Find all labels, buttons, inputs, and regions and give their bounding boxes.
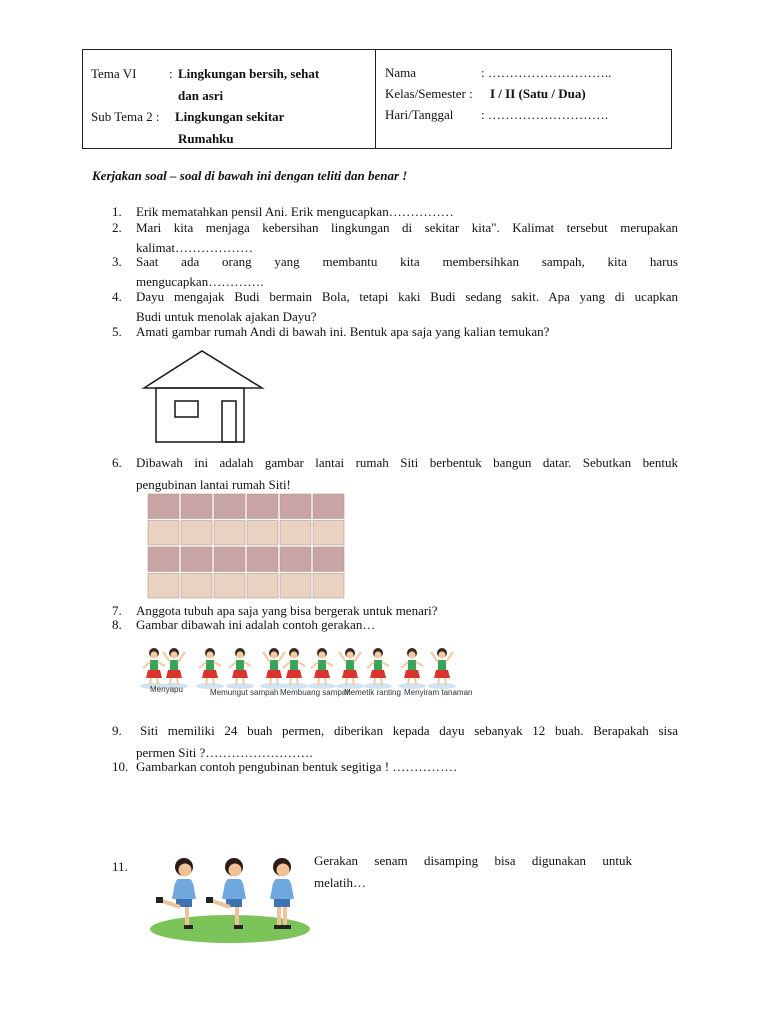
question-4 [112,287,678,327]
question-number: 6. [112,455,122,470]
question-text: Anggota tubuh apa saja yang bisa bergerak untuk menari? [136,603,438,618]
question-10 [112,757,678,777]
question-number: 7. [112,603,122,618]
floor-tile [181,521,212,546]
dancer-figure [160,648,188,689]
subtema-label: Sub Tema 2 : [91,109,160,124]
floor-tile [148,521,179,546]
dancer-figure [364,648,392,689]
dancer-figure [428,648,456,689]
floor-tile [313,574,344,599]
floor-tile [214,494,245,519]
floor-tiles [147,493,346,599]
question-number: 9. [112,723,122,738]
question-text-line-1: Gerakan senam disamping bisa digunakan untuk [314,853,632,868]
question-number: 10. [112,759,129,774]
label-memungut-sampah: Memungut sampah [210,688,279,697]
label-menyiram-tanaman: Menyiram tanaman [404,688,473,697]
question-11 [314,850,632,892]
floor-tile [181,547,212,572]
floor-tile [313,547,344,572]
question-5 [112,322,678,342]
floor-tile [214,521,245,546]
header-divider [375,50,376,148]
question-number: 1. [112,204,122,219]
floor-tile [280,574,311,599]
floor-tile [280,494,311,519]
question-text-line-1: Dibawah ini adalah gambar lantai rumah Siti berbentuk bangun datar. Sebutkan bentuk [136,455,678,470]
house-door [222,401,236,442]
gymnastics-illustration [146,855,312,945]
floor-tile [247,494,278,519]
gymnast-figure [156,858,194,929]
question-text: Amati gambar rumah Andi di bawah ini. Bentuk apa saja yang kalian temukan? [136,324,550,339]
kelas-label: Kelas/Semester : [385,86,473,101]
dancer-figure [398,648,426,689]
label-menyapu: Menyapu [150,685,183,694]
floor-tile [181,494,212,519]
tema-label: Tema VI [91,66,137,81]
dancer-figures [140,648,456,689]
question-text: Erik mematahkan pensil Ani. Erik mengucapkan…………… [136,204,454,219]
floor-tile [247,521,278,546]
nama-label: Nama [385,65,417,80]
question-9 [112,720,678,762]
label-memetik-ranting: Memetik ranting [344,688,401,697]
question-text-line-2: permen Siti ?……………………. [136,745,313,760]
floor-tile [280,521,311,546]
hari-label: Hari/Tanggal [385,107,454,122]
question-6 [112,452,678,494]
question-text-line-2: Budi untuk menolak ajakan Dayu? [136,309,317,324]
floor-tile [148,494,179,519]
dancer-figure [226,648,254,689]
floor-tile [148,547,179,572]
question-number: 4. [112,289,122,304]
question-text-line-2: mengucapkan…………. [136,274,264,289]
question-text-line-1: Mari kita menjaga kebersihan lingkungan di sekitar kita". Kalimat tersebut merupakan [136,220,678,235]
question-number: 3. [112,254,122,269]
subtema-value-2: Rumahku [178,131,234,146]
question-number: 2. [112,220,122,235]
floor-tile [247,547,278,572]
question-text-line-2: kalimat……………… [136,240,253,255]
subtema-value-1: Lingkungan sekitar [175,109,285,124]
tema-value-2: dan asri [178,88,224,103]
nama-value: : ……………………….. [481,65,612,80]
question-number: 5. [112,324,122,339]
house-roof [144,351,262,388]
floor-tile [280,547,311,572]
floor-tile [214,574,245,599]
house-drawing [140,348,266,444]
question-number: 8. [112,617,122,632]
movement-illustrations [132,640,473,710]
label-membuang-sampah: Membuang sampah [280,688,351,697]
hari-value: : ………………………. [481,107,609,122]
dancer-figure [336,648,364,689]
house-window [175,401,198,417]
floor-tile [148,574,179,599]
tema-sep: : [169,66,173,81]
question-11-number: 11. [112,859,128,874]
dancer-figure [308,648,336,689]
floor-tile [313,521,344,546]
question-text-line-1: Dayu mengajak Budi bermain Bola, tetapi kaki Budi sedang sakit. Apa yang di ucapkan [136,289,678,304]
instruction: Kerjakan soal – soal di bawah ini dengan teliti dan benar ! [92,168,408,183]
question-text: Gambarkan contoh pengubinan bentuk segitiga ! …………… [136,759,458,774]
question-text-line-1: Saat ada orang yang membantu kita membersihkan sampah, kita harus [136,254,678,269]
question-text-line-2: pengubinan lantai rumah Siti! [136,477,291,492]
floor-tile [247,574,278,599]
question-text: Gambar dibawah ini adalah contoh gerakan… [136,617,376,632]
floor-tile [214,547,245,572]
question-3 [112,252,678,292]
kelas-value: I / II (Satu / Dua) [490,86,586,101]
question-text-line-1: Siti memiliki 24 buah permen, diberikan kepada dayu sebanyak 12 buah. Berapakah sisa [140,723,678,738]
tema-value-1: Lingkungan bersih, sehat [178,66,320,81]
header-table [82,49,672,149]
question-8 [112,615,678,635]
house-wall [156,388,244,442]
floor-tile [181,574,212,599]
dancer-figure [196,648,224,689]
question-text-line-2: melatih… [314,875,366,890]
floor-tile [313,494,344,519]
